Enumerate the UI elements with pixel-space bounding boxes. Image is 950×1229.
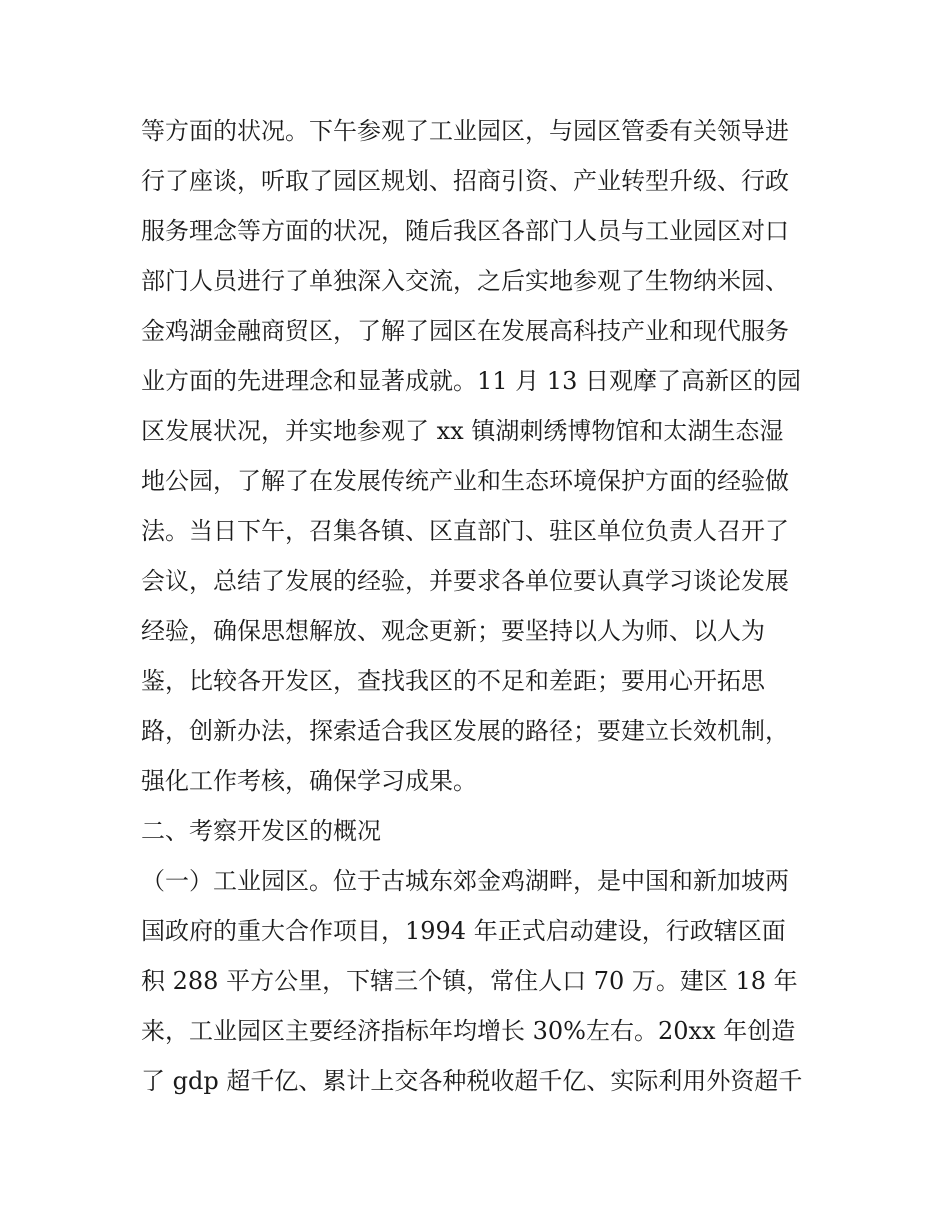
text-line: 地公园，了解了在发展传统产业和生态环境保护方面的经验做 [141, 467, 789, 495]
text-line: 业方面的先进理念和显著成就。11 月 13 日观摩了高新区的园 [141, 367, 801, 395]
text-line: 积 288 平方公里，下辖三个镇，常住人口 70 万。建区 18 年 [141, 967, 798, 995]
text-line: 鉴，比较各开发区，查找我区的不足和差距；要用心开拓思 [141, 667, 765, 695]
text-line: 区发展状况，并实地参观了 xx 镇湖刺绣博物馆和太湖生态湿 [141, 417, 784, 445]
text-line: 部门人员进行了单独深入交流，之后实地参观了生物纳米园、 [141, 267, 789, 295]
text-line: 强化工作考核，确保学习成果。 [141, 767, 477, 795]
text-line: 法。当日下午，召集各镇、区直部门、驻区单位负责人召开了 [141, 517, 789, 545]
text-line: 金鸡湖金融商贸区，了解了园区在发展高科技产业和现代服务 [141, 317, 789, 345]
text-line: 来，工业园区主要经济指标年均增长 30%左右。20xx 年创造 [141, 1017, 796, 1045]
section-heading: 二、考察开发区的概况 [141, 817, 381, 845]
text-line: 行了座谈，听取了园区规划、招商引资、产业转型升级、行政 [141, 167, 789, 195]
text-line: 服务理念等方面的状况，随后我区各部门人员与工业园区对口 [141, 217, 789, 245]
text-line: 会议，总结了发展的经验，并要求各单位要认真学习谈论发展 [141, 567, 789, 595]
text-line: 路，创新办法，探索适合我区发展的路径；要建立长效机制， [141, 717, 789, 745]
text-line: （一）工业园区。位于古城东郊金鸡湖畔，是中国和新加坡两 [141, 867, 789, 895]
text-line: 国政府的重大合作项目，1994 年正式启动建设，行政辖区面 [141, 917, 786, 945]
text-line: 了 gdp 超千亿、累计上交各种税收超千亿、实际利用外资超千 [141, 1067, 803, 1095]
body-text [141, 106, 821, 1106]
text-line: 经验，确保思想解放、观念更新；要坚持以人为师、以人为 [141, 617, 765, 645]
text-line: 等方面的状况。下午参观了工业园区，与园区管委有关领导进 [141, 117, 789, 145]
